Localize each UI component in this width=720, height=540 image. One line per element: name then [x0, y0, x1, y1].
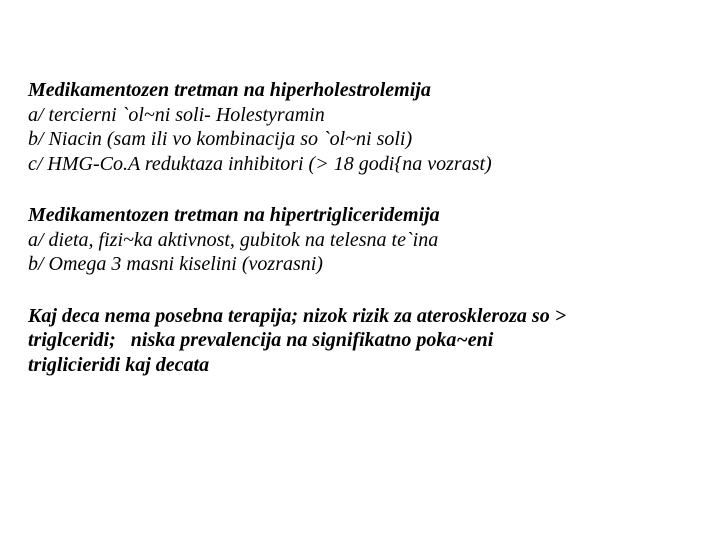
- list-item: b/ Niacin (sam ili vo kombinacija so `ol~ni soli): [28, 128, 413, 150]
- note-line: triglicieridi kaj decata: [28, 353, 210, 376]
- hypercholesterolemia-section: [28, 78, 698, 176]
- list-item: b/ Omega 3 masni kiselini (vozrasni): [28, 253, 323, 275]
- note-line: Kaj deca nema posebna terapija; nizok rizik za ateroskleroza so >: [28, 304, 567, 327]
- slide-content: [28, 78, 698, 404]
- hypertriglyceridemia-section: [28, 203, 698, 277]
- list-item: a/ tercierni `ol~ni soli- Holestyramin: [28, 103, 325, 126]
- note-line: triglceridi; niska prevalencija na signifikatno poka~eni: [28, 329, 494, 351]
- section-heading: Medikamentozen tretman na hiperholestrolemija: [28, 79, 431, 101]
- list-item: a/ dieta, fizi~ka aktivnost, gubitok na telesna te`ina: [28, 228, 439, 251]
- section-heading: Medikamentozen tretman na hipertrigliceridemija: [28, 204, 440, 226]
- list-item: c/ HMG-Co.A reduktaza inhibitori (> 18 godi{na vozrast): [28, 152, 492, 175]
- children-note: [28, 304, 698, 378]
